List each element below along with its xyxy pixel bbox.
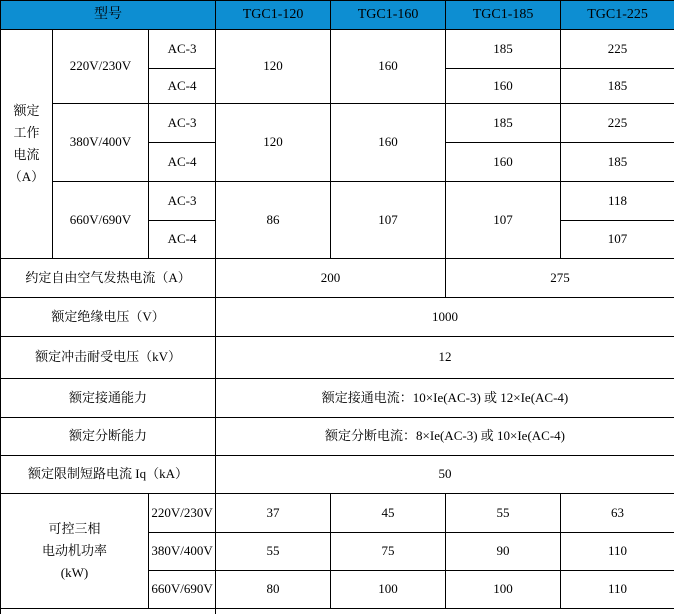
value-cell: 120	[216, 104, 331, 182]
value-cell: 110	[561, 571, 674, 609]
value-cell: 80	[216, 571, 331, 609]
voltage-cell: 380V/400V	[53, 104, 149, 182]
partial-row-cell	[1, 609, 216, 614]
value-cell: 55	[446, 494, 561, 533]
label-line: (kW)	[60, 565, 89, 580]
table-row	[1, 494, 674, 533]
value-cell: 75	[331, 533, 446, 571]
label-line: 额定	[13, 103, 40, 118]
motor-power-label-cell	[1, 494, 149, 609]
value-cell: 86	[216, 182, 331, 259]
value-cell: 185	[561, 143, 674, 182]
partial-row	[1, 609, 674, 614]
ac-class-cell: AC-4	[149, 221, 216, 259]
ac-class-cell: AC-4	[149, 69, 216, 104]
row-label-cell: 约定自由空气发热电流（A）	[1, 259, 216, 298]
value-cell: 160	[331, 104, 446, 182]
row-label-cell: 额定限制短路电流 Iq（kA）	[1, 456, 216, 494]
value-cell: 225	[561, 104, 674, 143]
table-row	[1, 337, 674, 379]
value-cell: 160	[446, 69, 561, 104]
label-line: （A）	[8, 169, 45, 184]
value-cell: 275	[446, 259, 674, 298]
value-cell: 225	[561, 30, 674, 69]
table-row	[1, 418, 674, 456]
table-row	[1, 259, 674, 298]
value-cell: 12	[216, 337, 674, 379]
voltage-cell: 220V/230V	[53, 30, 149, 104]
value-cell: 90	[446, 533, 561, 571]
voltage-cell: 220V/230V	[149, 494, 216, 533]
value-cell: 45	[331, 494, 446, 533]
value-cell: 185	[446, 30, 561, 69]
model-header-cell: TGC1-225	[561, 1, 674, 30]
value-cell: 185	[561, 69, 674, 104]
value-cell: 107	[561, 221, 674, 259]
ac-class-cell: AC-4	[149, 143, 216, 182]
value-cell: 118	[561, 182, 674, 221]
value-cell: 50	[216, 456, 674, 494]
table-row	[1, 298, 674, 337]
partial-row-cell	[216, 609, 674, 614]
model-header-cell: TGC1-120	[216, 1, 331, 30]
value-cell: 107	[446, 182, 561, 259]
value-cell: 200	[216, 259, 446, 298]
value-cell: 185	[446, 104, 561, 143]
ac-class-cell: AC-3	[149, 104, 216, 143]
table-row	[1, 456, 674, 494]
label-line: 电流	[13, 147, 40, 162]
table-row	[1, 30, 674, 69]
value-cell: 额定分断电流：8×Ie(AC-3) 或 10×Ie(AC-4)	[216, 418, 674, 456]
value-cell: 100	[331, 571, 446, 609]
row-label-cell: 额定分断能力	[1, 418, 216, 456]
label-line: 工作	[13, 125, 40, 140]
model-header-cell: TGC1-185	[446, 1, 561, 30]
row-label-cell: 额定绝缘电压（V）	[1, 298, 216, 337]
value-cell: 37	[216, 494, 331, 533]
value-cell: 160	[446, 143, 561, 182]
voltage-cell: 380V/400V	[149, 533, 216, 571]
ac-class-cell: AC-3	[149, 30, 216, 69]
row-label-cell: 额定接通能力	[1, 379, 216, 418]
value-cell: 63	[561, 494, 674, 533]
value-cell: 107	[331, 182, 446, 259]
table-row	[1, 104, 674, 143]
value-cell: 1000	[216, 298, 674, 337]
value-cell: 160	[331, 30, 446, 104]
value-cell: 120	[216, 30, 331, 104]
label-line: 电动机功率	[41, 543, 107, 558]
table-row	[1, 379, 674, 418]
value-cell: 100	[446, 571, 561, 609]
model-header-cell: TGC1-160	[331, 1, 446, 30]
voltage-cell: 660V/690V	[149, 571, 216, 609]
rated-current-label-cell	[1, 30, 53, 259]
header-row	[1, 1, 674, 30]
value-cell: 55	[216, 533, 331, 571]
value-cell: 110	[561, 533, 674, 571]
value-cell: 额定接通电流：10×Ie(AC-3) 或 12×Ie(AC-4)	[216, 379, 674, 418]
ac-class-cell: AC-3	[149, 182, 216, 221]
model-label-cell: 型号	[1, 1, 216, 30]
label-line: 可控三相	[48, 521, 101, 536]
table-row	[1, 182, 674, 221]
row-label-cell: 额定冲击耐受电压（kV）	[1, 337, 216, 379]
voltage-cell: 660V/690V	[53, 182, 149, 259]
